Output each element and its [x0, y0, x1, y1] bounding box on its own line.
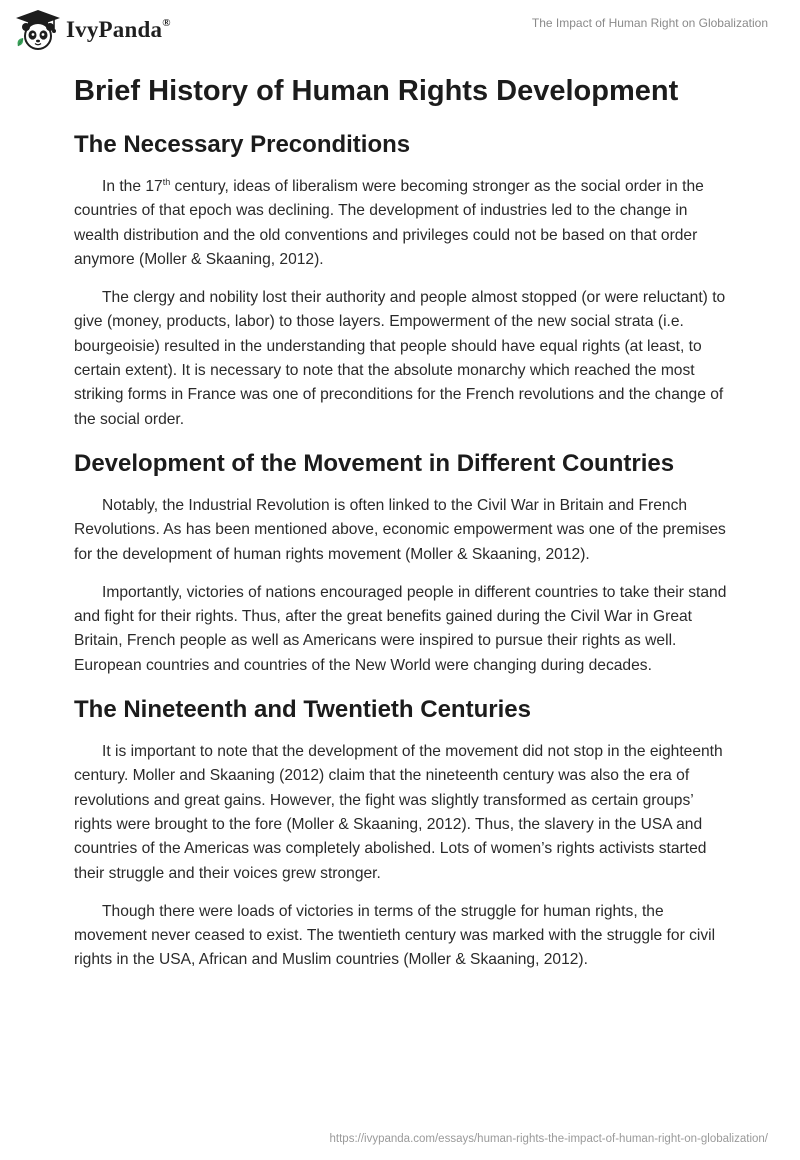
paragraph: In the 17th century, ideas of liberalism were becoming stronger as the social order in the countries of that epoch was declining. The development of industries led to the change in wealth distribution and the old conventions and privileges could not be based on that order anymore (Moller & Skaaning, 2012). [74, 176, 704, 268]
ordinal-suffix: th [162, 176, 171, 187]
document-title: The Impact of Human Right on Globalization [531, 16, 768, 30]
panda-mascot-icon [14, 8, 62, 52]
paragraph: The clergy and nobility lost their authority and people almost stopped (or were reluctant) to give (money, products, labor) to those layers. Empowerment of the new social strata (i.e. bourgeoisie) resulted in the understanding that people should have equal rights (at least, to certain extent). It is necessary to note that the absolute monarchy which reached the most striking forms in France was one of preconditions for the French revolutions and the change of the social order. [74, 289, 726, 428]
page-header [0, 0, 800, 60]
registered-mark: ® [162, 17, 171, 30]
brand-name: IvyPanda® [66, 17, 171, 42]
paragraph: Though there were loads of victories in terms of the struggle for human rights, the movement never ceased to exist. The twentieth century was marked with the struggle for civil rights in the USA, African and Muslim countries (Moller & Skaaning, 2012). [74, 902, 716, 969]
section-heading-movement-development: Development of the Movement in Different Countries [74, 449, 675, 477]
ivypanda-logo[interactable] [14, 8, 171, 52]
paragraph: Notably, the Industrial Revolution is often linked to the Civil War in Britain and French Revolutions. As has been mentioned above, economic empowerment was one of the premises for the development of human rights movement (Moller & Skaaning, 2012). [74, 496, 726, 563]
section-heading-preconditions: The Necessary Preconditions [74, 131, 411, 158]
paragraph: It is important to note that the development of the movement did not stop in the eighteenth century. Moller and Skaaning (2012) claim that the nineteenth century was also the era of revolutions and great gains. However, the fight was slightly transformed as certain groups’ rights were brought to the fore (Moller & Skaaning, 2012). Thus, the slavery in the USA and countries of the Americas was completely abolished. Lots of women’s rights activists started their struggle and their voices grew stronger. [74, 743, 723, 882]
paragraph: Importantly, victories of nations encouraged people in different countries to take their stand and fight for their rights. Thus, after the great benefits gained during the Civil War in Great Britain, French people as well as Americans were inspired to pursue their rights as well. European countries and countries of the New World were changing during decades. [74, 583, 727, 674]
article-body [74, 72, 734, 987]
source-url[interactable]: https://ivypanda.com/essays/human-rights-the-impact-of-human-right-on-globalization/ [329, 1133, 768, 1145]
article-title: Brief History of Human Rights Development [74, 75, 679, 107]
section-heading-19th-20th-centuries: The Nineteenth and Twentieth Centuries [74, 696, 531, 724]
